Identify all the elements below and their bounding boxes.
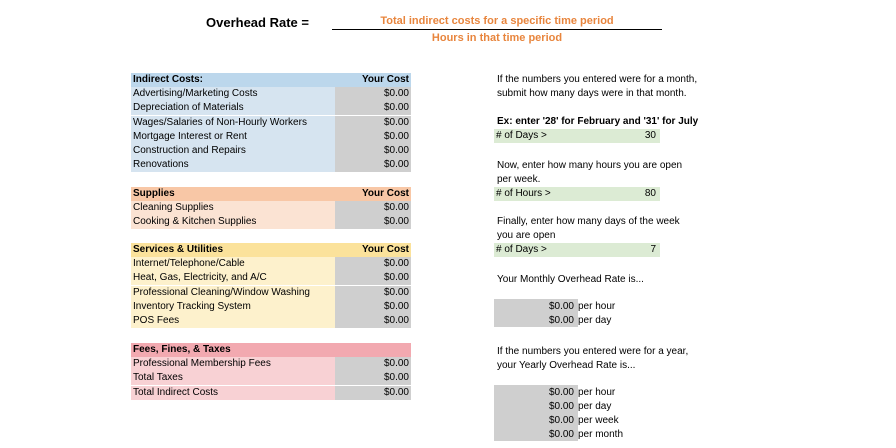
cost-label: Total Taxes bbox=[133, 372, 183, 384]
rate-amount: $0.00 bbox=[548, 301, 574, 312]
indirect-cost-header: Your Cost bbox=[361, 74, 409, 85]
cost-label: Construction and Repairs bbox=[133, 145, 246, 156]
yearly-rate-line bbox=[494, 414, 619, 428]
indirect-row bbox=[131, 116, 411, 130]
rate-amount: $0.00 bbox=[548, 315, 574, 326]
cost-value: $0.00 bbox=[383, 358, 409, 370]
fees-header-label: Fees, Fines, & Taxes bbox=[133, 344, 231, 355]
hours-per-week-label: # of Hours > bbox=[496, 188, 551, 199]
formula-denominator: Hours in that time period bbox=[431, 32, 563, 44]
fees-row bbox=[131, 371, 411, 385]
cost-value: $0.00 bbox=[383, 216, 409, 228]
cost-value: $0.00 bbox=[383, 202, 409, 214]
rate-unit: per day bbox=[578, 401, 612, 412]
hours-question-line1: Now, enter how many hours you are open bbox=[497, 160, 683, 171]
cost-value: $0.00 bbox=[383, 258, 409, 270]
supplies-row bbox=[131, 215, 411, 229]
year-question-line1: If the numbers you entered were for a year, bbox=[497, 346, 689, 357]
indirect-row bbox=[131, 130, 411, 144]
supplies-header-label: Supplies bbox=[133, 188, 175, 199]
rate-unit: per hour bbox=[578, 301, 616, 312]
days-per-week-value: 7 bbox=[650, 244, 656, 255]
cost-label: Internet/Telephone/Cable bbox=[133, 258, 245, 270]
rate-amount: $0.00 bbox=[548, 429, 574, 440]
rate-amount: $0.00 bbox=[548, 387, 574, 398]
cost-value: $0.00 bbox=[383, 286, 409, 298]
rate-unit: per week bbox=[578, 415, 619, 426]
cost-label: Depreciation of Materials bbox=[133, 102, 244, 114]
days-in-month-field[interactable] bbox=[494, 129, 660, 143]
cost-value: $0.00 bbox=[383, 272, 409, 284]
days-per-week-label: # of Days > bbox=[496, 244, 547, 255]
month-question-line1: If the numbers you entered were for a month, bbox=[497, 74, 698, 85]
fees-section-header bbox=[131, 343, 411, 357]
fees-row bbox=[131, 386, 411, 400]
yearly-rate-line bbox=[494, 428, 623, 442]
indirect-header-label: Indirect Costs: bbox=[133, 74, 204, 85]
cost-value: $0.00 bbox=[383, 130, 409, 142]
cost-label: Renovations bbox=[133, 159, 189, 171]
services-header-label: Services & Utilities bbox=[133, 244, 224, 255]
page-title: Overhead Rate = bbox=[206, 15, 309, 30]
cost-label: POS Fees bbox=[133, 315, 180, 326]
yearly-rate-line bbox=[494, 400, 611, 414]
cost-value: $0.00 bbox=[383, 145, 409, 156]
monthly-result-heading: Your Monthly Overhead Rate is... bbox=[497, 274, 644, 285]
indirect-section-header bbox=[131, 73, 411, 87]
cost-label: Inventory Tracking System bbox=[133, 300, 251, 312]
cost-label: Cooking & Kitchen Supplies bbox=[133, 216, 257, 228]
indirect-row bbox=[131, 87, 411, 101]
supplies-row bbox=[131, 201, 411, 215]
cost-value: $0.00 bbox=[383, 102, 409, 114]
rate-amount: $0.00 bbox=[548, 401, 574, 412]
indirect-row bbox=[131, 144, 411, 158]
cost-label: Mortgage Interest or Rent bbox=[133, 130, 247, 142]
indirect-row bbox=[131, 101, 411, 115]
services-row bbox=[131, 257, 411, 271]
cost-label: Wages/Salaries of Non-Hourly Workers bbox=[133, 116, 307, 128]
cost-label: Advertising/Marketing Costs bbox=[133, 88, 258, 100]
rate-unit: per month bbox=[578, 429, 624, 440]
supplies-cost-header: Your Cost bbox=[361, 188, 409, 199]
monthly-rate-line bbox=[494, 300, 615, 314]
month-example: Ex: enter '28' for February and '31' for July bbox=[497, 116, 699, 127]
hours-question-line2: per week. bbox=[497, 174, 541, 185]
cost-label: Heat, Gas, Electricity, and A/C bbox=[133, 272, 267, 284]
cost-value: $0.00 bbox=[383, 159, 409, 171]
cost-value: $0.00 bbox=[383, 88, 409, 100]
month-question-line2: submit how many days were in that month. bbox=[497, 88, 687, 99]
services-section-header bbox=[131, 243, 411, 257]
supplies-section-header bbox=[131, 187, 411, 201]
days-in-month-value: 30 bbox=[644, 130, 656, 141]
rate-unit: per hour bbox=[578, 387, 616, 398]
services-row bbox=[131, 300, 411, 314]
cost-value: $0.00 bbox=[383, 386, 409, 398]
cost-label: Professional Membership Fees bbox=[133, 358, 271, 370]
year-question-line2: your Yearly Overhead Rate is... bbox=[497, 360, 636, 371]
hours-per-week-value: 80 bbox=[644, 188, 656, 199]
overhead-formula bbox=[332, 15, 662, 44]
cost-value: $0.00 bbox=[383, 300, 409, 312]
fees-row bbox=[131, 357, 411, 371]
rate-amount: $0.00 bbox=[548, 415, 574, 426]
cost-value: $0.00 bbox=[383, 315, 409, 326]
indirect-row bbox=[131, 158, 411, 172]
cost-value: $0.00 bbox=[383, 372, 409, 384]
cost-value: $0.00 bbox=[383, 116, 409, 128]
cost-label: Professional Cleaning/Window Washing bbox=[133, 286, 310, 298]
days-in-month-label: # of Days > bbox=[496, 130, 547, 141]
formula-numerator: Total indirect costs for a specific time period bbox=[332, 15, 662, 30]
monthly-rate-line bbox=[494, 314, 611, 328]
services-row bbox=[131, 286, 411, 300]
hours-per-week-field[interactable] bbox=[494, 187, 660, 201]
services-row bbox=[131, 271, 411, 285]
rate-unit: per day bbox=[578, 315, 612, 326]
days-per-week-field[interactable] bbox=[494, 243, 660, 257]
services-cost-header: Your Cost bbox=[361, 244, 409, 255]
services-row bbox=[131, 314, 411, 328]
days-question-line1: Finally, enter how many days of the week bbox=[497, 216, 680, 227]
yearly-rate-line bbox=[494, 386, 615, 400]
cost-label: Cleaning Supplies bbox=[133, 202, 214, 214]
cost-label: Total Indirect Costs bbox=[133, 386, 219, 398]
days-question-line2: you are open bbox=[497, 230, 556, 241]
